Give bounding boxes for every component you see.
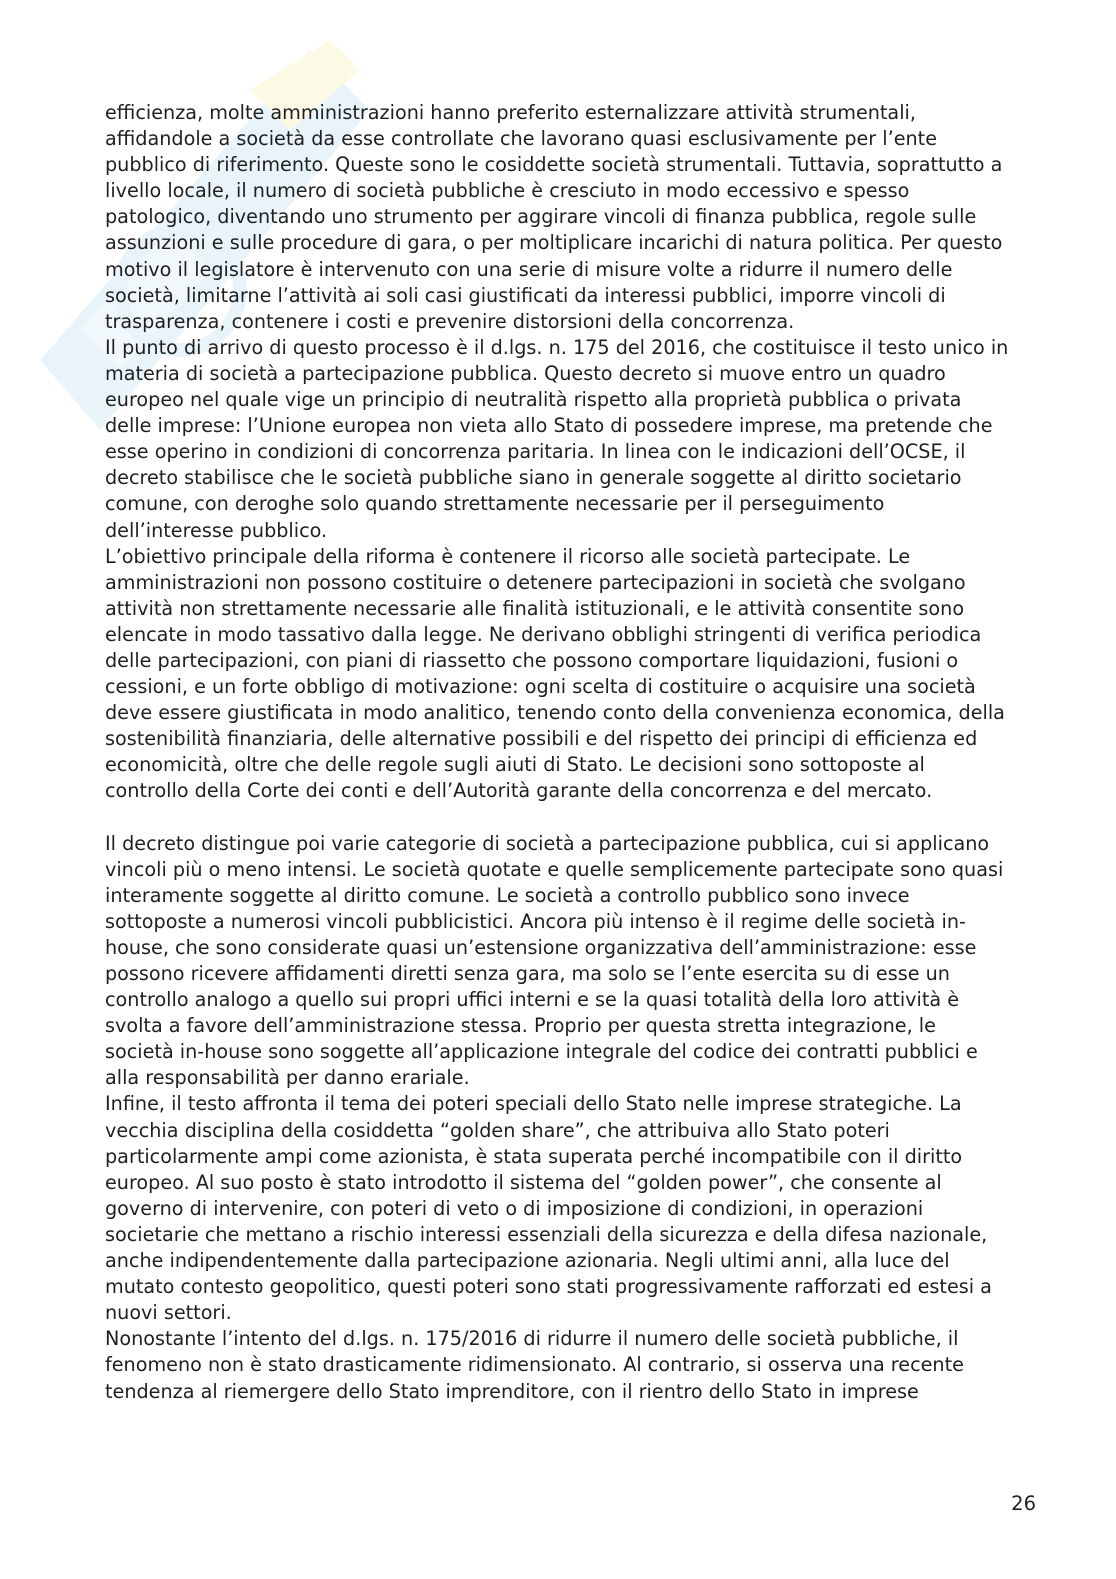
paragraph: Nonostante l’intento del d.lgs. n. 175/2016 di ridurre il numero delle società pubbliche, il fenomeno non è stato drasticamente ridimensionato. Al contrario, si osserva una recente tendenza al riemergere dello Stato imprenditore, con il rientro dello Stato in imprese: [105, 1327, 964, 1403]
paragraph: Il punto di arrivo di questo processo è il d.lgs. n. 175 del 2016, che costituisce il testo unico in materia di società a partecipazione pubblica. Questo decreto si muove entro un quadro europeo nel quale vige un principio di neutralità rispetto alla proprietà pubblica o privata delle imprese: l’Unione europea non vieta allo Stato di possedere imprese, ma pretende che esse operino in condizioni di concorrenza paritaria. In linea con le indicazioni dell’OCSE, il decreto stabilisce che le società pubbliche siano in generale soggette al diritto societario comune, con deroghe solo quando strettamente necessarie per il perseguimento dell’interesse pubblico.: [105, 335, 1009, 542]
paragraph: Infine, il testo affronta il tema dei poteri speciali dello Stato nelle imprese strategiche. La vecchia disciplina della cosiddetta “golden share”, che attribuiva allo Stato poteri particolarmente ampi come azionista, è stata superata perché incompatibile con il diritto europeo. Al suo posto è stato introdotto il sistema del “golden power”, che consente al governo di intervenire, con poteri di veto o di imposizione di condizioni, in operazioni societarie che mettano a rischio interessi essenziali della sicurezza e della difesa nazionale, anche indipendentemente dalla partecipazione azionaria. Negli ultimi anni, alla luce del mutato contesto geopolitico, questi poteri sono stati progressivamente rafforzati ed estesi a nuovi settori.: [105, 1092, 992, 1325]
paragraph: efficienza, molte amministrazioni hanno preferito esternalizzare attività strumentali, affidandole a società da esse controllate che lavorano quasi esclusivamente per l’ente pubblico di riferimento. Queste sono le cosiddette società strumentali. Tuttavia, soprattutto a livello locale, il numero di società pubbliche è cresciuto in modo eccessivo e spesso patologico, diventando uno strumento per aggirare vincoli di finanza pubblica, regole sulle assunzioni e sulle procedure di gara, o per moltiplicare incarichi di natura politica. Per questo motivo il legislatore è intervenuto con una serie di misure volte a ridurre il numero delle società, limitarne l’attività ai soli casi giustificati da interessi pubblici, imporre vincoli di trasparenza, contenere i costi e prevenire distorsioni della concorrenza.: [105, 101, 1003, 333]
paragraph: L’obiettivo principale della riforma è contenere il ricorso alle società partecipate. Le amministrazioni non possono costituire o detenere partecipazioni in società che svolgano attività non strettamente necessarie alle finalità istituzionali, e le attività consentite sono elencate in modo tassativo dalla legge. Ne derivano obblighi stringenti di verifica periodica delle partecipazioni, con piani di riassetto che possono comportare liquidazioni, fusioni o cessioni, e un forte obbligo di motivazione: ogni scelta di costituire o acquisire una società deve essere giustificata in modo analitico, tenendo conto della convenienza economica, della sostenibilità finanziaria, delle alternative possibili e del rispetto dei principi di efficienza ed economicità, oltre che delle regole sugli aiuti di Stato. Le decisioni sono sottoposte al controllo della Corte dei conti e dell’Autorità garante della concorrenza e del mercato.: [105, 544, 1005, 803]
page-number: 26: [1011, 1492, 1036, 1515]
document-body: [105, 100, 1010, 1405]
paragraph: Il decreto distingue poi varie categorie di società a partecipazione pubblica, cui si applicano vincoli più o meno intensi. Le società quotate e quelle semplicemente partecipate sono quasi interamente soggette al diritto comune. Le società a controllo pubblico sono invece sottoposte a numerosi vincoli pubblicistici. Ancora più intenso è il regime delle società in-house, che sono considerate quasi un’estensione organizzativa dell’amministrazione: esse possono ricevere affidamenti diretti senza gara, ma solo se l’ente esercita su di esse un controllo analogo a quello sui propri uffici interni e se la quasi totalità della loro attività è svolta a favore dell’amministrazione stessa. Proprio per questa stretta integrazione, le società in-house sono soggette all’applicazione integrale del codice dei contratti pubblici e alla responsabilità per danno erariale.: [105, 831, 1004, 1090]
